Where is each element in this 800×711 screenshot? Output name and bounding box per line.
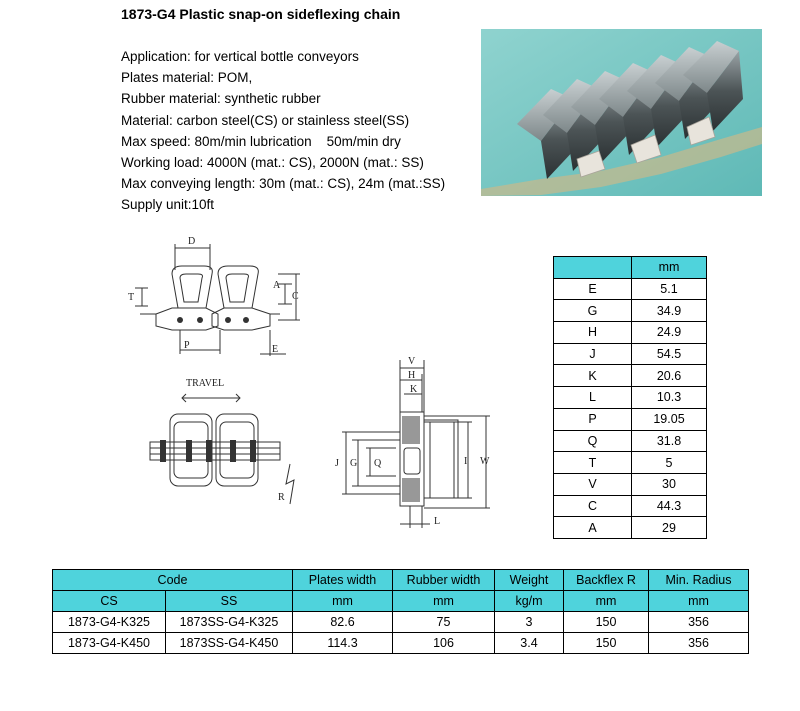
label-q: Q	[374, 458, 382, 469]
label-d: D	[188, 236, 196, 247]
dimension-code: V	[554, 473, 632, 495]
label-c: C	[292, 291, 299, 302]
chain-cross-section-diagram	[330, 352, 510, 537]
table-row	[554, 300, 707, 322]
dimension-value: 29	[632, 517, 707, 539]
dimension-value: 5.1	[632, 278, 707, 300]
dimension-code: A	[554, 517, 632, 539]
dimension-header-blank	[554, 257, 632, 279]
plates-width-value: 82.6	[293, 612, 393, 633]
table-row	[53, 633, 749, 654]
label-l: L	[434, 516, 441, 527]
label-h: H	[408, 370, 416, 381]
spec-supply-unit: Supply unit:10ft	[121, 197, 215, 213]
table-row	[554, 452, 707, 474]
table-row	[554, 343, 707, 365]
label-travel: TRAVEL	[186, 378, 225, 389]
spec-list	[121, 46, 445, 216]
label-a: A	[273, 280, 281, 291]
label-r: R	[278, 492, 285, 503]
label-j: J	[335, 458, 339, 469]
plates-width-header: Plates width	[293, 570, 393, 591]
label-v: V	[408, 356, 416, 367]
min-radius-value: 356	[649, 612, 749, 633]
ss-header: SS	[166, 591, 293, 612]
table-row	[554, 495, 707, 517]
table-row	[53, 612, 749, 633]
dimension-code: C	[554, 495, 632, 517]
rubber-width-header: Rubber width	[393, 570, 495, 591]
table-row	[554, 365, 707, 387]
product-subheader-row	[53, 591, 749, 612]
label-t: T	[128, 292, 135, 303]
dimension-value: 5	[632, 452, 707, 474]
spec-rubber-material: Rubber material: synthetic rubber	[121, 91, 321, 107]
dimension-code: T	[554, 452, 632, 474]
label-i: I	[464, 456, 468, 467]
spec-material: Material: carbon steel(CS) or stainless steel(SS)	[121, 112, 410, 128]
weight-value: 3.4	[495, 633, 564, 654]
cs-code: 1873-G4-K450	[53, 633, 166, 654]
table-row	[554, 408, 707, 430]
dimension-value: 30	[632, 473, 707, 495]
dimension-code: Q	[554, 430, 632, 452]
dimension-header-row	[554, 257, 707, 279]
table-row	[554, 473, 707, 495]
dimension-code: K	[554, 365, 632, 387]
min-radius-value: 356	[649, 633, 749, 654]
chain-top-view-diagram	[130, 372, 310, 522]
label-w: W	[480, 456, 490, 467]
backflex-unit: mm	[564, 591, 649, 612]
dimension-value: 20.6	[632, 365, 707, 387]
weight-value: 3	[495, 612, 564, 633]
dimension-code: J	[554, 343, 632, 365]
spec-plates-material: Plates material: POM,	[121, 70, 253, 86]
rubber-width-value: 75	[393, 612, 495, 633]
backflex-value: 150	[564, 612, 649, 633]
page-title: 1873-G4 Plastic snap-on sideflexing chain	[121, 6, 401, 22]
dimension-table	[553, 256, 707, 539]
backflex-value: 150	[564, 633, 649, 654]
product-table	[52, 569, 749, 654]
dimension-code: H	[554, 322, 632, 344]
label-p: P	[184, 340, 190, 351]
spec-max-length: Max conveying length: 30m (mat.: CS), 24m (mat.:SS)	[121, 176, 446, 192]
cs-header: CS	[53, 591, 166, 612]
dimension-code: L	[554, 387, 632, 409]
plates-width-unit: mm	[293, 591, 393, 612]
product-header-row	[53, 570, 749, 591]
dimension-value: 54.5	[632, 343, 707, 365]
label-g: G	[350, 458, 358, 469]
ss-code: 1873SS-G4-K450	[166, 633, 293, 654]
dimension-code: E	[554, 278, 632, 300]
backflex-header: Backflex R	[564, 570, 649, 591]
table-row	[554, 387, 707, 409]
rubber-width-unit: mm	[393, 591, 495, 612]
dimension-value: 19.05	[632, 408, 707, 430]
dimension-value: 44.3	[632, 495, 707, 517]
rubber-width-value: 106	[393, 633, 495, 654]
dimension-value: 24.9	[632, 322, 707, 344]
table-row	[554, 322, 707, 344]
label-k: K	[410, 384, 418, 395]
ss-code: 1873SS-G4-K325	[166, 612, 293, 633]
table-row	[554, 517, 707, 539]
cs-code: 1873-G4-K325	[53, 612, 166, 633]
dimension-value: 34.9	[632, 300, 707, 322]
spec-working-load: Working load: 4000N (mat.: CS), 2000N (mat.: SS)	[121, 155, 424, 171]
table-row	[554, 278, 707, 300]
weight-unit: kg/m	[495, 591, 564, 612]
product-photo	[481, 29, 762, 196]
dimension-header-unit: mm	[632, 257, 707, 279]
chain-side-view-diagram	[120, 230, 320, 370]
table-row	[554, 430, 707, 452]
min-radius-unit: mm	[649, 591, 749, 612]
dimension-code: P	[554, 408, 632, 430]
spec-max-speed: Max speed: 80m/min lubrication 50m/min dry	[121, 133, 401, 149]
spec-application: Application: for vertical bottle conveyors	[121, 49, 359, 64]
dimension-value: 10.3	[632, 387, 707, 409]
weight-header: Weight	[495, 570, 564, 591]
dimension-code: G	[554, 300, 632, 322]
min-radius-header: Min. Radius	[649, 570, 749, 591]
dimension-value: 31.8	[632, 430, 707, 452]
code-header: Code	[53, 570, 293, 591]
plates-width-value: 114.3	[293, 633, 393, 654]
label-e: E	[272, 344, 279, 355]
